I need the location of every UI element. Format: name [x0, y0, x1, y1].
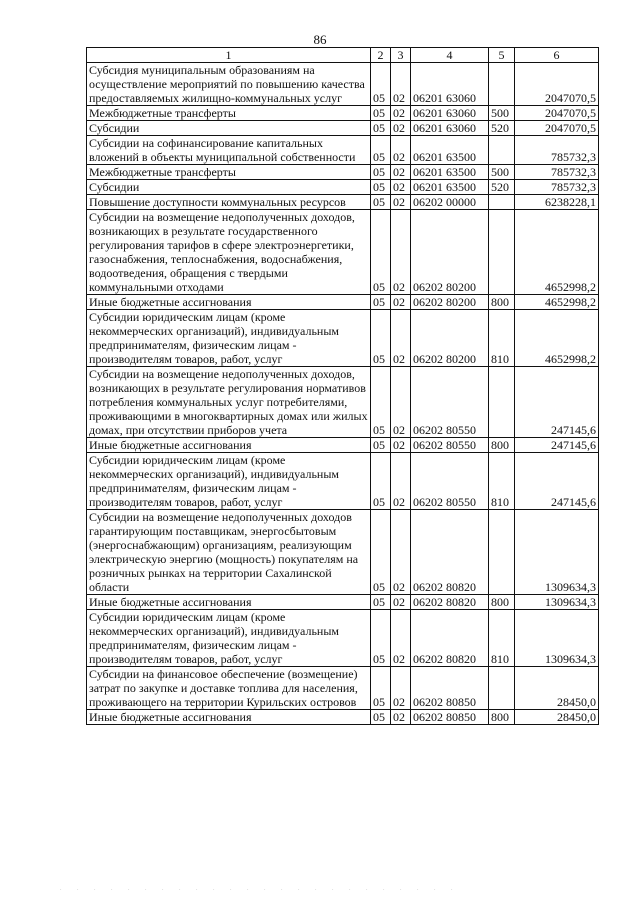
row-target-code-cell: [411, 63, 489, 106]
row-target-code-cell: [411, 180, 489, 195]
row-subsection-cell: 02: [391, 367, 411, 438]
target-code-program: 06202: [413, 280, 443, 294]
target-code-direction: 80820: [446, 652, 476, 666]
target-code-direction: 63500: [446, 150, 476, 164]
row-sum-cell: 785732,3: [515, 165, 599, 180]
table-row: [87, 710, 599, 725]
row-expense-type-cell: 500: [489, 165, 515, 180]
row-subsection-cell: 02: [391, 453, 411, 510]
row-section-cell: 05: [371, 453, 391, 510]
table-row: [87, 295, 599, 310]
row-name-cell: Субсидии на софинансирование капитальных вложений в объекты муниципальной собственности: [87, 136, 371, 165]
row-name-cell: Субсидии на финансовое обеспечение (возмещение) затрат по закупке и доставке топлива для населения, проживающего на территории Курильских островов: [87, 667, 371, 710]
row-target-code-cell: [411, 210, 489, 295]
target-code-program: 06202: [413, 438, 443, 452]
row-subsection-cell: 02: [391, 210, 411, 295]
row-name-cell: Межбюджетные трансферты: [87, 106, 371, 121]
row-section-cell: 05: [371, 310, 391, 367]
row-subsection-cell: 02: [391, 310, 411, 367]
header-row: [87, 48, 599, 63]
row-sum-cell: 4652998,2: [515, 210, 599, 295]
row-name-cell: Субсидии: [87, 121, 371, 136]
row-expense-type-cell: 800: [489, 438, 515, 453]
target-code-program: 06202: [413, 495, 443, 509]
row-section-cell: 05: [371, 136, 391, 165]
table-body: [87, 63, 599, 725]
row-target-code-cell: [411, 195, 489, 210]
row-target-code-cell: [411, 710, 489, 725]
row-name-cell: Субсидии юридическим лицам (кроме некоммерческих организаций), индивидуальным предпринимателям, физическим лицам - производителям товаров, работ, услуг: [87, 453, 371, 510]
row-subsection-cell: 02: [391, 510, 411, 595]
target-code-program: 06202: [413, 710, 443, 724]
table-row: [87, 121, 599, 136]
row-subsection-cell: 02: [391, 165, 411, 180]
row-target-code-cell: [411, 453, 489, 510]
row-sum-cell: 4652998,2: [515, 295, 599, 310]
page-number: 86: [313, 32, 327, 47]
row-name-cell: Иные бюджетные ассигнования: [87, 595, 371, 610]
target-code-direction: 80820: [446, 580, 476, 594]
row-subsection-cell: 02: [391, 121, 411, 136]
target-code-direction: 63500: [446, 180, 476, 194]
row-target-code-cell: [411, 136, 489, 165]
row-expense-type-cell: 800: [489, 295, 515, 310]
row-section-cell: 05: [371, 295, 391, 310]
row-section-cell: 05: [371, 667, 391, 710]
row-target-code-cell: [411, 595, 489, 610]
header-cell-3: 3: [391, 48, 411, 63]
row-target-code-cell: [411, 121, 489, 136]
row-target-code-cell: [411, 610, 489, 667]
row-sum-cell: 1309634,3: [515, 595, 599, 610]
row-subsection-cell: 02: [391, 63, 411, 106]
target-code-program: 06202: [413, 352, 443, 366]
table-row: [87, 610, 599, 667]
row-target-code-cell: [411, 106, 489, 121]
target-code-direction: 80200: [446, 295, 476, 309]
row-expense-type-cell: [489, 367, 515, 438]
row-sum-cell: 28450,0: [515, 710, 599, 725]
table-row: [87, 453, 599, 510]
row-target-code-cell: [411, 367, 489, 438]
row-section-cell: 05: [371, 367, 391, 438]
target-code-direction: 63060: [446, 121, 476, 135]
target-code-program: 06201: [413, 121, 443, 135]
target-code-program: 06202: [413, 580, 443, 594]
row-name-cell: Субсидии: [87, 180, 371, 195]
row-target-code-cell: [411, 310, 489, 367]
target-code-direction: 80200: [446, 280, 476, 294]
table-row: [87, 180, 599, 195]
row-section-cell: 05: [371, 610, 391, 667]
row-section-cell: 05: [371, 438, 391, 453]
header-cell-1: 1: [87, 48, 371, 63]
row-name-cell: Субсидия муниципальным образованиям на осуществление мероприятий по повышению качества предоставляемых жилищно-коммунальных услуг: [87, 63, 371, 106]
target-code-program: 06201: [413, 150, 443, 164]
target-code-program: 06202: [413, 695, 443, 709]
row-expense-type-cell: 810: [489, 310, 515, 367]
row-expense-type-cell: 800: [489, 595, 515, 610]
row-expense-type-cell: [489, 510, 515, 595]
target-code-direction: 63060: [446, 91, 476, 105]
row-sum-cell: 28450,0: [515, 667, 599, 710]
header-cell-6: 6: [515, 48, 599, 63]
row-sum-cell: 247145,6: [515, 367, 599, 438]
row-subsection-cell: 02: [391, 295, 411, 310]
target-code-direction: 80850: [446, 695, 476, 709]
budget-table: [86, 47, 599, 725]
row-name-cell: Повышение доступности коммунальных ресурсов: [87, 195, 371, 210]
target-code-program: 06201: [413, 180, 443, 194]
row-expense-type-cell: 500: [489, 106, 515, 121]
table-row: [87, 106, 599, 121]
table-row: [87, 195, 599, 210]
row-subsection-cell: 02: [391, 180, 411, 195]
row-target-code-cell: [411, 165, 489, 180]
row-expense-type-cell: 800: [489, 710, 515, 725]
row-sum-cell: 785732,3: [515, 136, 599, 165]
row-expense-type-cell: [489, 136, 515, 165]
row-name-cell: Субсидии на возмещение недополученных доходов гарантирующим поставщикам, энергосбытовым (энергоснабжающим) организациям, реализующим электрическую энергию (мощность) покупателям на розничных рынках на территории Сахалинской области: [87, 510, 371, 595]
row-section-cell: 05: [371, 210, 391, 295]
target-code-direction: 80820: [446, 595, 476, 609]
target-code-direction: 80550: [446, 438, 476, 452]
row-section-cell: 05: [371, 595, 391, 610]
row-subsection-cell: 02: [391, 438, 411, 453]
row-section-cell: 05: [371, 195, 391, 210]
row-subsection-cell: 02: [391, 710, 411, 725]
table-row: [87, 510, 599, 595]
table-row: [87, 438, 599, 453]
row-section-cell: 05: [371, 106, 391, 121]
target-code-direction: 80200: [446, 352, 476, 366]
row-sum-cell: 785732,3: [515, 180, 599, 195]
row-sum-cell: 2047070,5: [515, 106, 599, 121]
row-subsection-cell: 02: [391, 667, 411, 710]
row-expense-type-cell: [489, 210, 515, 295]
table-row: [87, 210, 599, 295]
scan-noise: . . . . . . . . . . . . . . . . . . . . . . . .: [60, 886, 460, 892]
row-subsection-cell: 02: [391, 106, 411, 121]
row-target-code-cell: [411, 510, 489, 595]
row-name-cell: Субсидии на возмещение недополученных доходов, возникающих в результате регулирования нормативов потребления коммунальных услуг потребителями, проживающими в многоквартирных домах или жилых домах, при отсутствии приборов учета: [87, 367, 371, 438]
row-name-cell: Иные бюджетные ассигнования: [87, 438, 371, 453]
target-code-direction: 80550: [446, 423, 476, 437]
row-name-cell: Субсидии юридическим лицам (кроме некоммерческих организаций), индивидуальным предпринимателям, физическим лицам - производителям товаров, работ, услуг: [87, 610, 371, 667]
target-code-direction: 00000: [446, 195, 476, 209]
row-name-cell: Иные бюджетные ассигнования: [87, 710, 371, 725]
row-section-cell: 05: [371, 710, 391, 725]
target-code-program: 06202: [413, 423, 443, 437]
header-cell-2: 2: [371, 48, 391, 63]
row-section-cell: 05: [371, 180, 391, 195]
target-code-program: 06202: [413, 195, 443, 209]
row-expense-type-cell: [489, 63, 515, 106]
row-sum-cell: 2047070,5: [515, 121, 599, 136]
row-subsection-cell: 02: [391, 136, 411, 165]
row-sum-cell: 2047070,5: [515, 63, 599, 106]
row-subsection-cell: 02: [391, 195, 411, 210]
table-row: [87, 165, 599, 180]
row-name-cell: Иные бюджетные ассигнования: [87, 295, 371, 310]
row-section-cell: 05: [371, 121, 391, 136]
header-cell-4: 4: [411, 48, 489, 63]
target-code-direction: 63500: [446, 165, 476, 179]
target-code-program: 06202: [413, 652, 443, 666]
target-code-program: 06201: [413, 91, 443, 105]
header-cell-5: 5: [489, 48, 515, 63]
target-code-program: 06202: [413, 595, 443, 609]
table-row: [87, 136, 599, 165]
target-code-program: 06201: [413, 165, 443, 179]
row-sum-cell: 1309634,3: [515, 510, 599, 595]
row-expense-type-cell: [489, 195, 515, 210]
row-target-code-cell: [411, 438, 489, 453]
row-target-code-cell: [411, 667, 489, 710]
row-expense-type-cell: 520: [489, 121, 515, 136]
row-expense-type-cell: 520: [489, 180, 515, 195]
row-sum-cell: 247145,6: [515, 438, 599, 453]
row-section-cell: 05: [371, 510, 391, 595]
row-name-cell: Субсидии на возмещение недополученных доходов, возникающих в результате государственного регулирования тарифов в сфере электроэнергетики, газоснабжения, теплоснабжения, водоснабжения, водоотведения, обращения с твердыми коммунальными отходами: [87, 210, 371, 295]
row-sum-cell: 4652998,2: [515, 310, 599, 367]
row-subsection-cell: 02: [391, 610, 411, 667]
row-expense-type-cell: [489, 667, 515, 710]
target-code-program: 06201: [413, 106, 443, 120]
row-sum-cell: 1309634,3: [515, 610, 599, 667]
target-code-program: 06202: [413, 295, 443, 309]
row-name-cell: Субсидии юридическим лицам (кроме некоммерческих организаций), индивидуальным предпринимателям, физическим лицам - производителям товаров, работ, услуг: [87, 310, 371, 367]
target-code-direction: 80550: [446, 495, 476, 509]
row-expense-type-cell: 810: [489, 453, 515, 510]
row-section-cell: 05: [371, 165, 391, 180]
row-subsection-cell: 02: [391, 595, 411, 610]
row-name-cell: Межбюджетные трансферты: [87, 165, 371, 180]
target-code-direction: 63060: [446, 106, 476, 120]
row-expense-type-cell: 810: [489, 610, 515, 667]
row-sum-cell: 6238228,1: [515, 195, 599, 210]
table-row: [87, 667, 599, 710]
target-code-direction: 80850: [446, 710, 476, 724]
row-target-code-cell: [411, 295, 489, 310]
table-row: [87, 367, 599, 438]
row-section-cell: 05: [371, 63, 391, 106]
table-row: [87, 310, 599, 367]
table-row: [87, 595, 599, 610]
row-sum-cell: 247145,6: [515, 453, 599, 510]
table-row: [87, 63, 599, 106]
